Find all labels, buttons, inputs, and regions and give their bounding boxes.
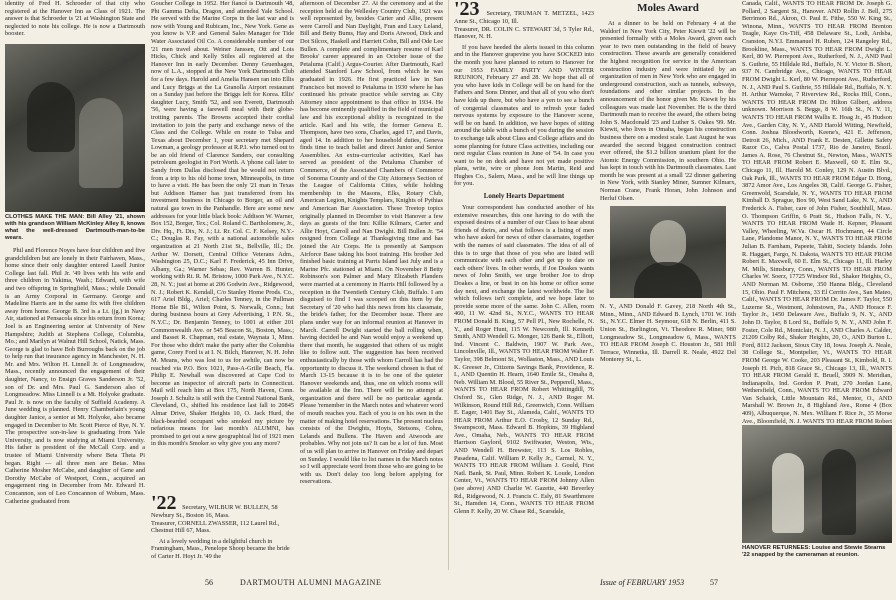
class-22-secretary: Secretary, WILBUR W. BULLEN, 58 Newbury St., Boston 16, Mass. (151, 504, 278, 519)
class-23-heading: '23 (454, 0, 480, 20)
column-4 (454, 0, 594, 570)
class-23-treasurer: Treasurer, DR. COLIN C. STEWART 3d, 5 Tyler Rd., Hanover, N. H. (454, 25, 594, 41)
photo-caption: CLOTHES MAKE THE MAN: Bill Alley '21, shown with his grandson William McKinley Alley II, knows what the well-dressed Dartmouth-man-to-be wears. (5, 213, 145, 241)
photo-hanover-returnees (742, 425, 892, 543)
column-6-text: Canada, Calif., WANTS TO HEAR FROM Dr. Joseph G. Pollard, 2 Sargent St., Hanover. AND Rollin J. Bell, 275 Berrimon Rd., Akron, O. Paul E. Fithe, 550 W. King St., Winona, Minn., WANTS TO HEAR FROM Brenton Teagle, Kaye Ox-Tiff, 458 Delaware St., Lodi, Ardsba, Cranston, N.Y.I. Emmanuel H. Ruben, 124 Rangeley Rd., Brookline, Mass., WANTS TO HEAR FROM Dwight L. Kerl, 80 W. Pierrepont Ave., Rutherford, N. J., AND Paul S. Guthrie, 55 Hilldale Rd., Buffalo, N. Y. Victor B. Short, 937 N. Cambridge Ave., Chicago, WANTS TO HEAR FROM Dwight L. Kerl, 80 W. Pierrepont Ave., Rutherford, N. J., AND Paul S. Guthrie, 55 Hilldale Rd., Buffalo, N. Y. H. Arthur Warnoke, 7 Riverview Rd., Rocks Hill, Conn., WANTS TO HEAR FROM Dr. Hilton Gilbert, address unknown. Morrison S. Beggs, 8 W. 16th St., N. Y. 11, WANTS TO HEAR FROM Wallis E. Hoag Jr., 45 Hudson Ave., Garden City, N. Y., AND Harold Witting, Newfield, Conn. Joshua Bloodworth, Keene's, 421 E. Jefferson, Detroit 26, Mich., AND Frank E. Desten, Gillette Safety Razor Co., Calva Postal 1737, Rio de Janeiro, Brazil. James A. Rose, 76 Chestnut St., Newton, Mass., WANTS TO HEAR FROM Robert E. Maxwell, 60 E. Elm St., Chicago 11, Ill. Harold M. Conley, 129 N. Austin Blvd., Oak Park, Ill., WANTS TO HEAR FROM Edgar D. Hong, 3872 Amor Ave., Los Angeles 38, Calif. George G. Fisher, Greenwold, Scarsdale, N. Y., WANTS TO HEAR FROM Kimball D. Sprague, Box 90, West Sand Lake, N. Y., AND Frederick A. Fisher, care of John Fisher, Southhill, Mass. O. Thompson Griffin, 6 Pratt St., Hudson Falls, N. Y., WANTS TO HEAR FROM Wade H. Kepner, Pleasant Valley, Wheeling, W.Va. Oscar H. Hochmann, 44 Circle Lane, Plandome Manor, N. Y., WANTS TO HEAR FROM Julian B. Farnham, Papeete, Tahiti, Society Islands. John R. Haggart, Fargo, N. Dakota, WANTS TO HEAR FROM Robert E. Maxwell, 60 E. Elm St., Chicago 11, Ill. Harley M. Mills, Simsbury, Conn., WANTS TO HEAR FROM Charles W. Soerz, 17725 Windsor Rd., Shaker Heights, O., AND Norman M. Osborne, 350 Hanna Bldg., Cleveland 15, Ohio. Paul F. Mitchens, 33 El Cerrito Ave., San Mateo, Calif., WANTS TO HEAR FROM Dr. James F. Taylor, 550 Luzerne St., Westmont, Johnstown, Pa., AND Horace F. Taylor Jr., 1450 Delaware Ave., Buffalo 9, N. Y., AND John D. Taylor, 8 Lord St., Buffalo 9, N. Y., AND John F. Foster, Cole Rd., Montclair, N. J., AND Charles A. Calder, 21209 Colby Rd., Shaker Heights, 20, O., AND Burton L. Ford, 8112 Jackson, Sioux City 18, Iowa. Joseph A. Neale, 38 College St., Montpelier, Vt., WANTS TO HEAR FROM George W. Cooke, 203 Pleasant St., Kimbold, R. I. Joseph H. Pich, 818 Grace St., Chicago 13, Ill., WANTS TO HEAR FROM Gerald E. Bruell, 3909 N. Meridian, Indianapolis, Ind. Gordon P. Pratt, 270 Jordan Lane, Wethersfield, Conn., WANTS TO HEAR FROM Edward Van Schaick, Little Mountain Rd., Mentor, O., AND Marshall W. Brown Jr., 8 Highland Ave., Rome 4 (Box 409), Albuquerque, N. Mex. William F. Rice Jr., 35 Morse Ave., Bloomfield, N. J. WANTS TO HEAR FROM Robert (742, 0, 892, 425)
issue-date: Issue of FEBRUARY 1953 (600, 578, 685, 587)
class-22-treasurer: Treasurer, CORNELL ZWASSER, 112 Laurel Rd., Chestnut Hill 67, Mass. (151, 519, 280, 535)
column-6 (742, 0, 892, 425)
class-22-heading: '22 (151, 492, 177, 514)
lonely-hearts-title: Lonely Hearts Department (483, 192, 565, 201)
class-23-secretary: Secretary, TRUMAN T. METZEL, 1423 Anne St., Chicago 10, Ill. (454, 10, 595, 25)
column-1-top-text: identity of Fred H. Schroeder of that city who registered at the Hanover Inn as Class of 1921. The answer is that Schroeder is '21 at Washington State and neglected to note his college. He is now a Dartmouth booster. (5, 0, 145, 38)
column-5-text-b: N. Y., AND Donald F. Gavey, 218 North 4th St., Minn., Minn., AND Edward B. Lynch, 1701 W. 16th St., N.Y.C. Elmer H. Seymour, 618 N. Berlin, 411 S. Union St., Burlington, Vt. Theodore R. Miner, 980 Longmeadow St., Longmeadow 6, Mass., WANTS TO HEAR FROM Joseph C. Houston Jr., 581 Hill Terrace, Winnetka, Ill. Darrell R. Neale, 4922 Del Monterey St., L. (600, 303, 736, 364)
portrait-spacer (600, 206, 736, 300)
class-23-header (454, 0, 594, 41)
column-2 (151, 0, 294, 570)
moles-award-title: Moles Award (637, 2, 699, 14)
column-3-text: afternoon of December 27. At the ceremony and at the reception held at the Wellesley Country Club, 1921 was well represented by, besides Carter and Allie, present were Carroll and Nan Daylight, Fran and Lucy Leland, Bill and Betty Bums, Hay and Doris Atwood, Dick and Dot Silcox, Haskell and Harriett Cohn, Bill and Ode Lee Bullen. A complete and complimentary resume of Karl Brooks' career appeared in an October issue of the Petaluma (Calif.) Argus-Courier. After Dartmouth, Karl attended Stanford Law School, from which he was graduated in 1926. He first practiced law in San Francisco but moved to Petaluma in 1930 where he has continued his private practice while serving as City Attorney since appointment to that office in 1934. He has become eminently qualified in the field of municipal law and his exceptional ability is recognized in the article. Karl and his wife, the former Geneva E. Thompson, have two sons, Charles, aged 17, and Davis, aged 14. In addition to her household duties, Geneva finds time to teach ballet and direct Junior and Senior Assemblies. An extra-curricular activities, Karl has served as president of the Petaluma Chamber of Commerce, of the Associated Chambers of Commerce of Sonoma County and of the City Attorneys Section of the League of California Cities, while holding membership in the Masons, Elks, Rotary Club, American Legion, Knights Templars, Knights of Pythias and American Bar Association. These Treetop topics originally planned in December to visit Hanover a few days as guests of the Inn: Killie Kilmarx, Carter and Allie Hoyt, Carroll and Nan Dwight. Bill Bullen Jr. '54 resigned from College at Thanksgiving time and has joined the Air Corps. He is presently at Sampson Airforce Base taking his boot training. His brother Jed finished basic training at Parris Island last July and is a Marine Pfc. stationed at Miami. On November 8 Betty Robinson's son Palmer and Mary Elizabeth Flanders were married at a ceremony in Harris Hill followed by a reception in the Twentieth Century Club, Buffalo. I am disguised to find I was scooped on this item by the Secretary of '20 who had this news from his classmate, the bride's father, for the December issue. There are plans under way for an informal reunion at Hanover in March. Carroll Dwight started the ball rolling when, having decided he and Nan would enjoy a weekend up there that month, he suggested that others of us might like to follow suit. The suggestion has been received enthusiastically by those with whom Carroll has had the opportunity to discuss it. The weekend chosen is that of March 13-15 because it is to be one of the quieter Hanover weekends and, thus, one on which rooms will be available at the Inn. There will be no attempt at organization and there will be no particular agenda. Please 'remember in the March notes and whatever word of mouth reaches you. Each of you is on his own in the matter of making hotel reservations. The present nucleus consists of the Dwights, Hoyts, Stetsons, Cohns, Lelands and Bullens. The Haven and Atwoods are probables. Why not join us? It can be a lot of fun. Most of us will plan to arrive in Hanover on Friday and depart on Sunday. I would like to list names in the March notes so I will appreciate word from those who are going to be with us. Don't delay too long before applying for reservations. (300, 0, 443, 486)
magazine-title: DARTMOUTH ALUMNI MAGAZINE (240, 578, 382, 587)
photo-grandfather-grandson (5, 44, 145, 212)
portrait-photo (610, 206, 726, 298)
column-3 (300, 0, 443, 570)
photo-caption-returnees: HANOVER RETURNEES: Louise and Stewie Stearns '22 snapped by the cameraman at reunion. (742, 545, 886, 558)
class-22-text: At a lovely wedding in a delightful church in Framingham, Mass., Penelope Shoop became the bride of Carter H. Hoyt Jr. '49 the (151, 537, 290, 560)
photo-spacer (5, 42, 145, 214)
column-1 (5, 0, 145, 570)
column-2-text: Goucher College in 1952. Her fiancé is Dartmouth '48, Phi Gamma Delta, Dragon, and attended Yale School. He served with the Marine Corps in the last war and is now with Young and Rubicam, Inc., New York. Gene as you know is V.P. and General Sales Manager for Tide Water Associated Oil Co. A considerable number of our '21 men travel about. Weiner Janssen, Ott and Lois Hicks, Chick and Kelly Stiles all registered at the Hanover Inn in early December. Denny Gruenhagen, now of L.A., stopped at the New York Dartmouth Club for a few days. Harold and Amelia Hansen ran into Ellis and Lucy Briggs at the La Granolla Airport restaurant on a Sunday just before the Briggs left for Korea. Ellis' daughter Lucy, Smith '52, and son Everett, Dartmouth '56, were having a farewell meal with their globe-trotting parents. The Browns accepted their cordial invitation to join the party and exchange news of the Class and the College. While en route to Tulsa and Texas about December 1, your secretary met Shepard Lowman, a geology professor at R.P.I. who turned out to be an old friend of Clarence Sanders, our consulting petroleum geologist in Fort Worth. A 'phone call later to Sandy from Dallas disclosed that he would not return from a trip to his old home town, Minneapolis, in time to have a visit. He has been the only '21 man in Texas but Addison Hamer has just transferred from his investment business in Chicago to Borger, an oil and natural gas town in the Panhandle. Here are some new addresses for your little black book: Addison W. Warner, Box 152, Borger, Tex.; Col. Roland C. Bartholomew, Jr., Div. Hq., Ft. Dix, N. J.; Lt. Rr. Col. C. F. Kelsey, N.Y.-C.; Douglas R. Fay, with a national automobile sales organization at 21 North 21st St., Bellville, Ill.; Dr. Arthur W. Dorsett, Central Office Veterans Adm., Washington 25, D.C.; Karl F. Frederick, 45 Inn Drive, Albany, Ga.; Warner Sebas; Rev. Warren B. Hunter, working with Rt. R. M. Bristow, 1000 Park Ave., N.Y.C. 28, N. Y.; just at home at 206 Godwin Ave., Ridgewood, N. J.; Robert K. Kendall, C/o Stanley Home Prods. Co., 617 Ariel Bldg., Ariel; Charles Tenney, in the Pullman Home Ble Bl., Wilton Point, S. Norwalk, Conn.; but during business hours at Grey Advertising, 1 P.N. St., N.Y.C.; Dr. Benjamin Tenney, to 1001 at either 201 Commonwealth Ave. or 545 Beacon St., Boston, Mass.; and Basset R. Chapman, real estate, Waynata 1, Minn. For those who didn't make the party after the Columbia game, Corey Ford is at I. N. Bilch, Hanover, N. H. John M. Means, who was lost to us for awhile, can now be reached via P.O. Box 1021, Pass-A-Grille Beach, Fla. Philip E. Newhall was discovered at Cape Cod to become an inspector of aircraft parts in Connecticut. Mail will reach him at Box 175, North Haven, Conn. Joseph J. Schultz is still with the Central National Bank, Cleveland, O., shifted his residence last fall to 20845 Almar Drive, Shaker Heights 10, O. Jack Hurd, the black-bearded occupant who smoked my picture by nefarious means for last month's ALUMNI, has promised to get out a new geographical list of 1921 men in this month's Smoker so why give you any more? (151, 0, 294, 448)
right-page-number: 57 (710, 578, 718, 587)
column-1-bottom-text: Phil and Florence Noyes have four children and five grandchildren but are lonely in their Fairhaven, Mass., home since their only daughter entered Lasell Junior College last fall. Phil Jr. '49 lives with his wife and three children in Yakima, Wash.; Edward, with wife and two offspring in Springfield, Mass.; while Donald is an Army Corporal in Germany. George and Madeline Harris are in the same fix with five children away from home. George B. 3rd is a Lt. (jg.) in Navy Air, stationed at Pensacola since his return from Korea; Joel is an Engineering senior at University of New Hampshire; Judith at Stephens College, Columbia, Mo.; and Marilyn at Walnut Hill School, Natick, Mass. George is glad to have Bob Burroughs back on the job to help run that insurance agency in Manchester, N. H. Mr. and Mrs. Wilton H. Linnell Jr. of Longmeadow, Mass., recently announced the engagement of their daughter, Nancy, to Ensign Graves Sanderson Jr. '52, son of Dr. and Mrs. Paul G. Sanderson also of Longmeadow. Miss Linnell is a Mt. Holyoke graduate. Paul Jr. is now on the faculty of Suffield Academy. A June wedding is planned. Henry Chamberlain's young daughter Janice, a senior at Mt. Holyoke, also became engaged in December to Mr. Scott Pierce of Rye, N. Y. The prospective son-in-law is graduating from Yale University, and is now studying at Miami University. His father is president of the McCall Corp. and a trustee of Miami University where Beta Theta Pi began. Right — all three men are Betas. Miss Catherine Mosher McCabe, and daughter of Gene and Dorothy McCabe of Westport, Conn., acquired an engagement ring in December from Mr. Edward H. Concannon, son of Leo Concannon of Woburn, Mass. Catherine graduated from (5, 246, 145, 505)
class-22-block (151, 494, 294, 561)
column-5-text: At a dinner to be held on February 4 at the Waldorf in New York City, Peter Kiewit '22 will be presented formally with a Moles Award, given each year to two men outstanding in the field of heavy construction. These awards are generally considered the highest recognition for service in the American construction industry and were initiated by an organization of men in New York who are engaged in underground construction, such as tunnels, subways, foundations and other similar projects. In the announcement of the honor given Mr. Kiewit by his colleagues was made last November. He is the third Dartmouth man to receive the award, the others being John S. Macdonald '23 and Luther S. Oakes '99. Mr. Kiewit, who lives in Omaha, began his construction business there on a modest scale. Last August he was awarded the second biggest construction contract ever offered, the $1.2 billion uranium plant for the Atomic Energy Commission, in southern Ohio. He has kept in touch with his Dartmouth classmates. Last month he was present at a small '22 dinner gathering in New York, with Stanley Miner, Sumner Kilmarx, Norman Crane, Frank Horan, John Johnson and Herluf Olsen. (600, 20, 736, 202)
left-page-number: 56 (205, 578, 213, 587)
column-5 (600, 0, 736, 570)
page-gutter (448, 0, 449, 570)
column-4-text-b: Your correspondent has conducted another of his extensive researches, this one having to do with the exposed desires of a number of our Class to hear about friends of theirs, and what follows is a listing of men who have asked for news of other classmates, together with the names of said classmates. The idea of all of this is to urge that those of you who are listed will communicate with each other and get up to date on each others' lives. In other words, if Joe Doakes wants news of John Smith, we urge brother Joe to drop Doakes a line, or bust in on his home or office some day next, and exchange the latest worldwide. The list which follows isn't complete, and we hope later to provide some more of the same. John C. Allen, room 460, 11 W. 42nd St., N.Y.C., WANTS TO HEAR FROM Donald B. King, 57 Pell Pl., New Rochelle, N. Y., and Roger Hunt, 115 W. Newcomb, Ill. Kenneth Smith, AND Wendell G. Monger, 126 Bank St., Elliott, Ind. Vincent C. Baldwin, 1907 W. Park Ave., Lincolnville, Ill., WANTS TO HEAR FROM Walter F. Taylor, 398 Belmont St., Wollaston, Mass., AND Louis K. Greeser Jr., Citizens Savings Bank, Providence, R. I., AND Quentin H. Hearn, 1640 Emile St., Omaha 8, Neb. William M. Blood, 55 River St., Pepperell, Mass., WANTS TO HEAR FROM Robert Whittingdill, 76 Oxford St., Glen Ridge, N. J., AND Roger M. Wilkinson, Round Hill Rd., Greenwich, Conn. William E. Eager, 1401 Bay St., Alameda, Calif., WANTS TO HEAR FROM Arthur E.O. Crosby, 12 Sunday Rd., Swampscott, Mass. Edward B. Hopkins, 39 Highland Ave., Omaha, Neb., WANTS TO HEAR FROM Harrison Gaylord, 9102 Swiftwater, Weston, Wis., AND Wendell H. Brewster, 113 S. Los Robles, Pasadena, Calif. William P. Kelly Jr., Carmel, N. Y., WANTS TO HEAR FROM William J. Gould, First Natl. Bank, St. Paul, Minn. Robert K. Loude, London Center, Vt., WANTS TO HEAR FROM Johnny Allen (see above) AND Charlie W. Gazette, 440 Beverley Rd., Ridgewood, N. J. Francis C. Esly, 81 Swarthmore St., Hamden 14, Conn., WANTS TO HEAR FROM Glenn F. Kelly, 20 W. Chase Rd., Scarsdale, (454, 204, 594, 515)
column-4-text: If you have heeded the alerts issued in this column and in the Hanover grapevine you have SOCKED into the month you have planned to return to Hanover for our 1953 FAMILY PARTY AND WINTER REUNION, February 27 and 28. We hope that all of you who have kids in College will be on hand for the Fathers and Sons Dinner, and that all of you who don't have kids up there, but who have a yen to see a bunch of congenial classmates and to refresh your faded nervous systems by exposure to the Hanover scene, will be on hand. In addition, we have hopes of sitting around the table with a bunch of you during the session to exchange talk about Class and College affairs and do some planning for future Class activities, including our next regular Class reunion in June of '54. In case you want to be on deck and have not yet made positive plans, write, wire or phone Jom Martin, Reid and Hughes Co., Salem, Mass., and he will line things up for you. (454, 43, 594, 188)
